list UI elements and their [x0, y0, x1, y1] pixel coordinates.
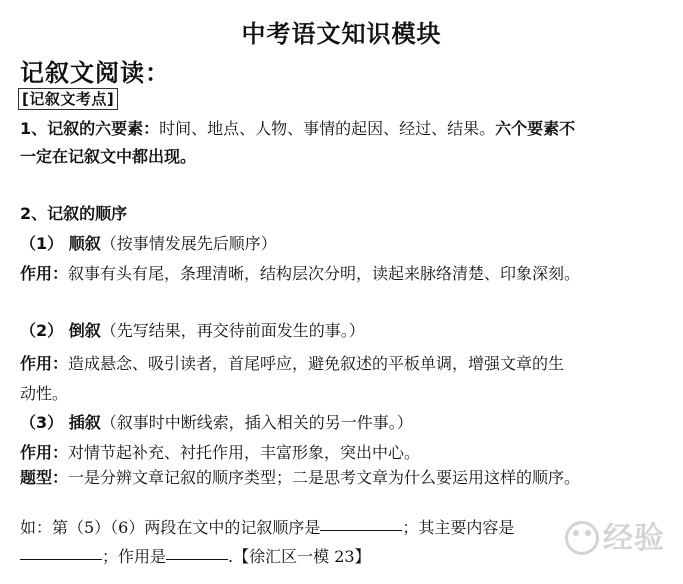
- line-13-text-b: .【徐汇区一模 23】: [228, 547, 371, 566]
- line-10-text: 对情节起补充、衬托作用，丰富形象，突出中心。: [68, 443, 421, 462]
- line-8: [20, 383, 680, 405]
- line-11: [20, 467, 680, 489]
- line-5: [20, 263, 680, 285]
- line-8-text: 动性。: [20, 384, 69, 403]
- line-2-emphasis: 一定在记叙文中都出现。: [20, 147, 197, 166]
- line-6-text: （先写结果，再交待前面发生的事。）: [100, 321, 365, 340]
- line-9-text: （叙事时中断线索，插入相关的另一件事。）: [100, 413, 413, 432]
- line-13-text-a: ；作用是: [102, 547, 167, 566]
- section-tag: [记叙文考点]: [18, 88, 118, 110]
- watermark-text: 经验: [603, 521, 665, 556]
- line-3-heading: 2、记叙的顺序: [20, 204, 128, 223]
- line-7-text: 造成悬念、吸引读者，首尾呼应，避免叙述的平板单调，增强文章的生: [68, 354, 565, 373]
- line-5-text: 叙事有头有尾，条理清晰，结构层次分明，读起来脉络清楚、印象深刻。: [68, 264, 581, 283]
- line-3: [20, 203, 680, 225]
- line-4-heading: （1） 顺叙: [20, 234, 101, 253]
- line-13: [20, 546, 680, 568]
- line-9-heading: （3） 插叙: [20, 413, 101, 432]
- line-5-label: 作用：: [20, 264, 69, 283]
- line-7: [20, 353, 680, 375]
- line-1-heading: 1、记叙的六要素：: [20, 119, 160, 138]
- blank-2: [20, 559, 102, 560]
- line-11-label: 题型：: [20, 468, 69, 487]
- blank-3: [166, 559, 228, 560]
- line-4: [20, 233, 680, 255]
- line-1-text: 时间、地点、人物、事情的起因、经过、结果。: [159, 119, 496, 138]
- line-6: [20, 320, 680, 342]
- page-title: 中考语文知识模块: [241, 20, 442, 48]
- line-2: [20, 146, 680, 168]
- line-1-emphasis: 六个要素不: [495, 119, 576, 138]
- line-12-text-b: ；其主要内容是: [402, 518, 515, 537]
- line-10-label: 作用：: [20, 443, 69, 462]
- line-12-text-a: 如：第（5）（6）两段在文中的记叙顺序是: [20, 518, 321, 537]
- line-9: [20, 412, 680, 434]
- line-7-label: 作用：: [20, 354, 69, 373]
- line-4-text: （按事情发展先后顺序）: [100, 234, 277, 253]
- line-12: [20, 517, 680, 539]
- line-10: [20, 442, 680, 464]
- blank-1: [320, 530, 402, 531]
- line-1: [20, 118, 680, 140]
- line-11-text: 一是分辨文章记叙的顺序类型；二是思考文章为什么要运用这样的顺序。: [68, 468, 581, 487]
- line-6-heading: （2） 倒叙: [20, 321, 101, 340]
- section-title: 记叙文阅读：: [20, 59, 170, 87]
